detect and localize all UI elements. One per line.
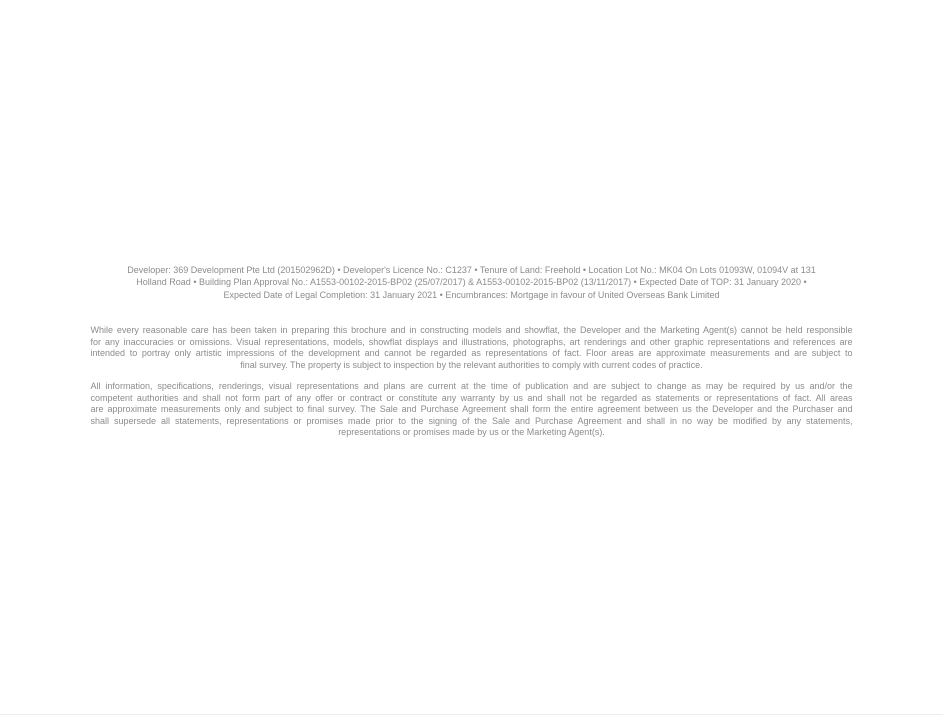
brochure-disclaimer-line: final survey. The property is subject to inspection by the relevant authorities to comply with current codes of practice.: [240, 359, 703, 370]
developer-info-line: Developer: 369 Development Pte Ltd (201502962D) • Developer's Licence No.: C1237 • Tenure of Land: Freehold • Location Lot No.: MK04 On Lots 01093W, 01094V at 131: [127, 265, 816, 275]
developer-info-line: Holland Road • Building Plan Approval No.: A1553-00102-2015-BP02 (25/07/2017) & A1553-00102-2015-BP02 (13/11/2017) • Expected Date of TOP: 31 January 2020 •: [136, 277, 807, 288]
information-disclaimer-line: shall supersede all statements, representations or promises made prior to the signing of the Sale and Purchase Agreement and shall in no way be modified by any statements,: [90, 415, 853, 426]
information-disclaimer-line: representations or promises made by us or the Marketing Agent(s).: [338, 427, 605, 438]
developer-info-line: Expected Date of Legal Completion: 31 January 2021 • Encumbrances: Mortgage in favour of United Overseas Bank Limited: [223, 289, 720, 300]
brochure-disclaimer-paragraph: [91, 325, 853, 371]
brochure-disclaimer-line: intended to portray only artistic impressions of the development and cannot be regarded as representations of fact. Floor areas are approximate measurements and are subject to: [90, 348, 853, 359]
brochure-disclaimer-line: While every reasonable care has been taken in preparing this brochure and in constructing models and showflat, the Developer and the Marketing Agent(s) cannot be held responsible: [90, 325, 853, 336]
information-disclaimer-paragraph: [91, 381, 853, 439]
information-disclaimer-line: competent authorities and shall not form part of any offer or contract or constitute any warranty by us and shall not be regarded as statements or representations of fact. All areas: [90, 392, 853, 403]
information-disclaimer-line: All information, specifications, renderings, visual representations and plans are current at the time of publication and are subject to change as may be required by us and/or the: [90, 381, 853, 392]
information-disclaimer-line: are approximate measurements only and subject to final survey. The Sale and Purchase Agreement shall form the entire agreement between us the Developer and the Purchaser and: [90, 404, 853, 415]
brochure-disclaimer-line: for any inaccuracies or omissions. Visual representations, models, showflat displays and illustrations, photographs, art renderings and other graphic representations and references are: [90, 336, 853, 347]
disclaimer-block: [91, 0, 853, 439]
developer-info-paragraph: [91, 264, 853, 301]
page-bottom-edge-line: [0, 714, 943, 715]
